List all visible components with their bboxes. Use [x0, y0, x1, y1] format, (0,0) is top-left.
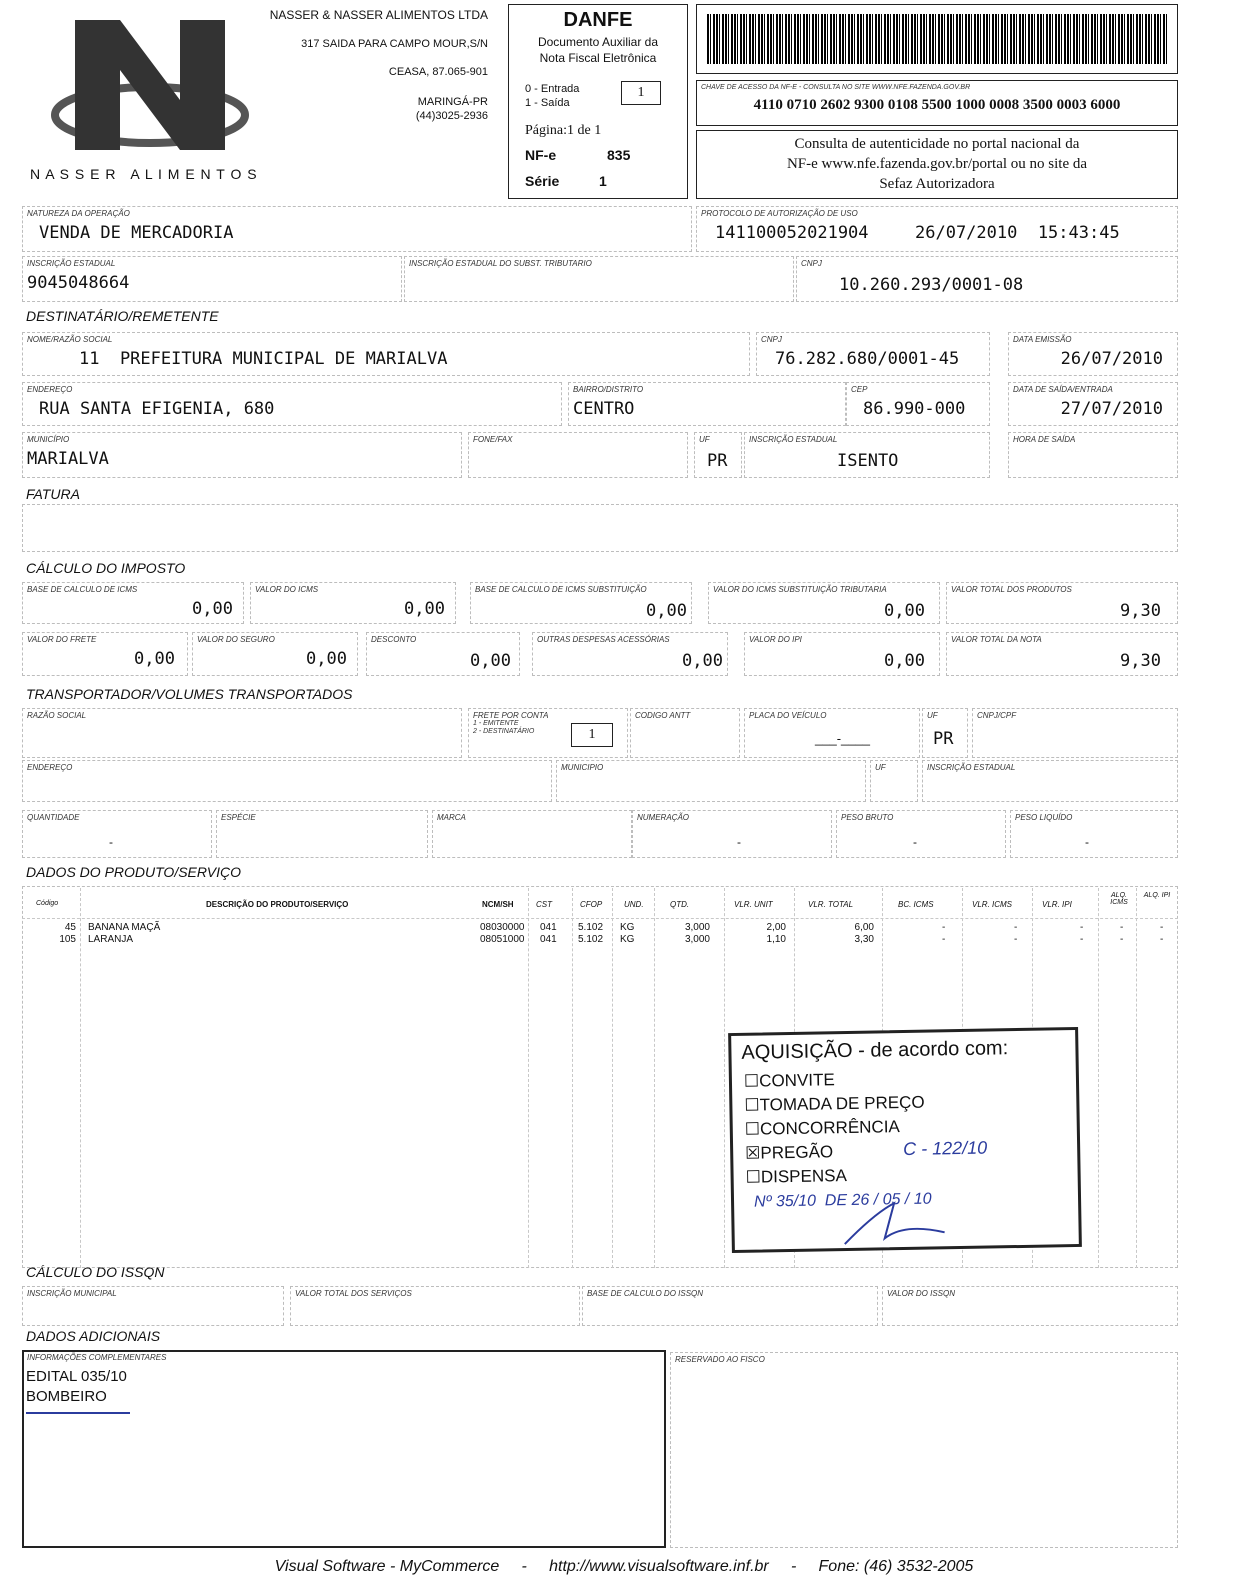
- dest-municipio-value: MARIALVA: [27, 449, 109, 469]
- field-label: CEP: [851, 385, 868, 394]
- transp-razao-field: [22, 708, 462, 758]
- table-row-cell: -: [1014, 934, 1018, 945]
- dest-saida-field: [1008, 382, 1178, 426]
- field-label: ENDEREÇO: [27, 385, 73, 394]
- transp-placa-field: [744, 708, 920, 758]
- dest-fone-field: [468, 432, 688, 478]
- col-header: ALQ. IPI: [1143, 892, 1171, 899]
- info-line: EDITAL 035/10: [26, 1368, 127, 1385]
- field-label: RAZÃO SOCIAL: [27, 711, 87, 720]
- nfe-number: 835: [607, 147, 631, 163]
- placa-value: ___-____: [815, 731, 870, 746]
- field-label: CNPJ: [761, 335, 782, 344]
- dest-nome-value: 11 PREFEITURA MUNICIPAL DE MARIALVA: [79, 349, 448, 369]
- numeracao-value: -: [737, 835, 741, 849]
- table-row-cell: -: [942, 934, 946, 945]
- field-label: NOME/RAZÃO SOCIAL: [27, 335, 113, 344]
- danfe-subtitle: Nota Fiscal Eletrônica: [539, 51, 657, 65]
- company-cep: CEASA, 87.065-901: [388, 66, 488, 78]
- reservado-fisco-box: [670, 1352, 1178, 1548]
- stamp-title: AQUISIÇÃO - de acordo com:: [741, 1037, 1009, 1064]
- field-label: VALOR DO ICMS: [255, 585, 319, 594]
- field-label: VALOR DO FRETE: [27, 635, 97, 644]
- section-produtos: DADOS DO PRODUTO/SERVIÇO: [26, 864, 241, 880]
- outras-value: 0,00: [682, 651, 723, 671]
- peso-bruto-value: -: [913, 835, 917, 849]
- field-label: MARCA: [437, 813, 466, 822]
- desconto-field: [366, 632, 520, 676]
- section-adicionais: DADOS ADICIONAIS: [26, 1328, 161, 1344]
- protocolo-field: [696, 206, 1178, 252]
- transp-peso-liquido-field: [1010, 810, 1178, 858]
- dest-ie-field: [744, 432, 990, 478]
- table-row-cell: 3,000: [684, 922, 710, 933]
- field-label: VALOR DO ISSQN: [887, 1289, 956, 1298]
- table-row-cell: 041: [540, 934, 557, 945]
- table-row-cell: -: [1160, 922, 1164, 933]
- field-label: INSCRIÇÃO ESTADUAL DO SUBST. TRIBUTARIO: [409, 259, 592, 268]
- table-row-cell: -: [1120, 922, 1124, 933]
- consult-line: Consulta de autenticidade no portal nacional da: [794, 136, 1080, 152]
- field-label: UF: [927, 711, 938, 720]
- consult-box: [696, 130, 1178, 199]
- table-row-cell: 5.102: [578, 922, 604, 933]
- dest-cep-field: [846, 382, 990, 426]
- col-header: CST: [536, 900, 552, 909]
- dest-uf-field: [694, 432, 742, 478]
- total-produtos-field: [946, 582, 1178, 624]
- field-label: OUTRAS DESPESAS ACESSÓRIAS: [537, 635, 670, 644]
- info-line: BOMBEIRO: [26, 1388, 107, 1405]
- bcst-field: [470, 582, 692, 624]
- icms-field: [250, 582, 456, 624]
- total-produtos-value: 9,30: [1120, 601, 1161, 621]
- company-city: MARINGÁ-PR: [417, 96, 488, 108]
- icmsst-value: 0,00: [884, 601, 925, 621]
- field-label: CNPJ/CPF: [977, 711, 1017, 720]
- field-label: PROTOCOLO DE AUTORIZAÇÃO DE USO: [701, 209, 858, 218]
- issqn-vts-field: [290, 1286, 580, 1326]
- table-row-cell: LARANJA: [88, 934, 134, 945]
- field-label: BAIRRO/DISTRITO: [573, 385, 644, 394]
- signature: [834, 1192, 955, 1254]
- desconto-value: 0,00: [470, 651, 511, 671]
- access-key-label: CHAVE DE ACESSO DA NF-E - CONSULTA NO SITE WWW.NFE.FAZENDA.GOV.BR: [701, 84, 971, 91]
- section-imposto: CÁLCULO DO IMPOSTO: [26, 560, 186, 576]
- field-label: INFORMAÇÕES COMPLEMENTARES: [27, 1353, 167, 1362]
- dest-endereco-value: RUA SANTA EFIGENIA, 680: [39, 399, 275, 419]
- table-row-cell: 45: [64, 922, 76, 933]
- consult-line: Sefaz Autorizadora: [879, 176, 995, 192]
- info-complementares-box: [22, 1350, 666, 1548]
- table-row-cell: 2,00: [766, 922, 786, 933]
- dest-nome-field: [22, 332, 750, 376]
- table-row-cell: -: [1160, 934, 1164, 945]
- transp-especie-field: [216, 810, 428, 858]
- field-label: ENDEREÇO: [27, 763, 73, 772]
- serie-label: Série: [525, 173, 560, 189]
- field-label: CODIGO ANTT: [635, 711, 691, 720]
- field-label: VALOR TOTAL DOS PRODUTOS: [951, 585, 1072, 594]
- natureza-value: VENDA DE MERCADORIA: [39, 223, 234, 243]
- danfe-subtitle: Documento Auxiliar da: [537, 35, 659, 49]
- transp-cnpj-field: [972, 708, 1178, 758]
- transp-marca-field: [432, 810, 632, 858]
- dest-cep-value: 86.990-000: [863, 399, 966, 419]
- icms-value: 0,00: [404, 599, 445, 619]
- field-label: BASE DE CALCULO DE ICMS SUBSTITUIÇÃO: [475, 585, 647, 594]
- danfe-box: [508, 4, 688, 199]
- protocolo-value: 141100052021904: [715, 223, 869, 243]
- section-destinatario: DESTINATÁRIO/REMETENTE: [26, 308, 219, 324]
- access-key: 4110 0710 2602 9300 0108 5500 1000 0008 3500 0003 6000: [753, 97, 1121, 113]
- field-label: DATA DE SAÍDA/ENTRADA: [1013, 385, 1113, 394]
- company-phone: (44)3025-2936: [415, 110, 488, 122]
- field-label: VALOR DO IPI: [749, 635, 802, 644]
- qtd-value: -: [109, 835, 113, 849]
- field-label: PLACA DO VEÍCULO: [749, 711, 827, 720]
- table-row-cell: 3,000: [684, 934, 710, 945]
- company-brand: N A S S E R A L I M E N T O S: [30, 166, 258, 182]
- dest-bairro-field: [568, 382, 846, 426]
- bc-icms-field: [22, 582, 244, 624]
- table-row-cell: 105: [59, 934, 76, 945]
- stamp-option: ☐CONVITE: [743, 1070, 835, 1091]
- dest-uf-value: PR: [707, 451, 728, 471]
- barcode-box: [696, 4, 1178, 74]
- tipo-entrada: 0 - Entrada: [525, 83, 580, 95]
- field-label: NUMERAÇÃO: [637, 813, 690, 822]
- stamp-option: ☐TOMADA DE PREÇO: [744, 1092, 925, 1115]
- stamp-option-label: CONCORRÊNCIA: [759, 1117, 900, 1139]
- field-label: QUANTIDADE: [27, 813, 80, 822]
- field-label: RESERVADO AO FISCO: [675, 1355, 765, 1364]
- danfe-title: DANFE: [563, 9, 633, 31]
- field-label: MUNICIPIO: [561, 763, 604, 772]
- field-label: 1 - EMITENTE: [473, 720, 519, 727]
- consult-line: NF-e www.nfe.fazenda.gov.br/portal ou no site da: [786, 156, 1088, 172]
- transp-qtd-field: [22, 810, 212, 858]
- transp-numeracao-field: [632, 810, 832, 858]
- field-label: PESO BRUTO: [841, 813, 894, 822]
- cnpj-field: [796, 256, 1178, 302]
- peso-liquido-value: -: [1085, 835, 1089, 849]
- field-label: INSCRIÇÃO MUNICIPAL: [27, 1289, 117, 1298]
- ipi-value: 0,00: [884, 651, 925, 671]
- stamp-option-label: TOMADA DE PREÇO: [759, 1092, 925, 1115]
- frete-field: [22, 632, 188, 676]
- transp-uf-value: PR: [933, 729, 954, 749]
- frete-value: 0,00: [134, 649, 175, 669]
- company-name: NASSER & NASSER ALIMENTOS LTDA: [269, 8, 488, 22]
- transp-antt-field: [630, 708, 740, 758]
- field-label: MUNICÍPIO: [27, 435, 70, 444]
- transp-municipio-field: [556, 760, 866, 802]
- company-logo: [40, 20, 250, 155]
- col-header: UND.: [624, 900, 644, 909]
- field-label: VALOR TOTAL DA NOTA: [951, 635, 1042, 644]
- table-row-cell: -: [942, 922, 946, 933]
- field-label: DATA EMISSÃO: [1013, 335, 1072, 344]
- field-label: VALOR DO SEGURO: [197, 635, 275, 644]
- field-label: 2 - DESTINATÁRIO: [473, 728, 535, 735]
- stamp-handwritten-ref: C - 122/10: [902, 1137, 988, 1160]
- table-row-cell: 08030000: [480, 922, 525, 933]
- table-row-cell: 1,10: [766, 934, 786, 945]
- dest-endereco-field: [22, 382, 562, 426]
- pagina: Página:1 de 1: [525, 123, 602, 138]
- dest-emissao-value: 26/07/2010: [1060, 349, 1163, 369]
- dest-hora-field: [1008, 432, 1178, 478]
- section-fatura: FATURA: [26, 486, 80, 502]
- field-label: HORA DE SAÍDA: [1013, 435, 1076, 444]
- field-label: NATUREZA DA OPERAÇÃO: [27, 209, 130, 218]
- seguro-field: [192, 632, 358, 676]
- transp-uf2-field: [870, 760, 918, 802]
- table-row-cell: 041: [540, 922, 557, 933]
- stamp-option: ☐CONCORRÊNCIA: [744, 1117, 900, 1139]
- field-label: DESCONTO: [371, 635, 417, 644]
- issqn-im-field: [22, 1286, 284, 1326]
- dest-ie-value: ISENTO: [837, 451, 899, 471]
- field-label: VALOR TOTAL DOS SERVIÇOS: [295, 1289, 412, 1298]
- table-row-cell: KG: [620, 934, 635, 945]
- stamp-option: ☐DISPENSA: [745, 1166, 848, 1187]
- col-header: QTD.: [670, 900, 690, 909]
- table-row-cell: BANANA MAÇÃ: [88, 922, 161, 933]
- dest-emissao-field: [1008, 332, 1178, 376]
- stamp-option-label: PREGÃO: [760, 1142, 834, 1163]
- table-row-cell: -: [1080, 934, 1084, 945]
- dest-bairro-value: CENTRO: [573, 399, 635, 419]
- dest-cnpj-field: [756, 332, 990, 376]
- field-label: ESPÉCIE: [221, 813, 256, 822]
- ie-field: [22, 256, 402, 302]
- bc-icms-value: 0,00: [192, 599, 233, 619]
- stamp-handwritten-num: Nº 35/10 DE 26 / 05 / 10: [753, 1190, 932, 1211]
- handwritten-underline: [26, 1412, 130, 1414]
- nfe-label: NF-e: [525, 147, 557, 163]
- table-row-cell: 5.102: [578, 934, 604, 945]
- table-row-cell: 3,30: [854, 934, 874, 945]
- seguro-value: 0,00: [306, 649, 347, 669]
- col-header: ALQ. ICMS: [1110, 892, 1128, 906]
- col-header: BC. ICMS: [898, 900, 934, 909]
- field-label: FONE/FAX: [473, 435, 513, 444]
- col-header: VLR. TOTAL: [808, 900, 854, 909]
- transp-uf-field: [922, 708, 968, 758]
- icmsst-field: [708, 582, 940, 624]
- col-header: CFOP: [580, 900, 603, 909]
- field-label: INSCRIÇÃO ESTADUAL: [27, 259, 116, 268]
- table-row-cell: 08051000: [480, 934, 525, 945]
- field-label: UF: [699, 435, 710, 444]
- protocolo-datetime: 26/07/2010 15:43:45: [915, 223, 1120, 243]
- acquisition-stamp: [728, 1027, 1082, 1253]
- issqn-valor-field: [882, 1286, 1178, 1326]
- section-transportador: TRANSPORTADOR/VOLUMES TRANSPORTADOS: [26, 686, 353, 702]
- dest-municipio-field: [22, 432, 462, 478]
- dest-cnpj-value: 76.282.680/0001-45: [775, 349, 960, 369]
- field-label: INSCRIÇÃO ESTADUAL: [927, 763, 1016, 772]
- table-row-cell: 6,00: [854, 922, 874, 933]
- total-nota-value: 9,30: [1120, 651, 1161, 671]
- footer-text: Visual Software - MyCommerce - http://www.visualsoftware.inf.br - Fone: (46) 3532-2005: [274, 1558, 974, 1575]
- bcst-value: 0,00: [646, 601, 687, 621]
- field-label: BASE DE CALCULO DE ICMS: [27, 585, 138, 594]
- frete-conta-value: 1: [571, 723, 613, 747]
- table-row-cell: KG: [620, 922, 635, 933]
- field-label: BASE DE CALCULO DO ISSQN: [587, 1289, 704, 1298]
- field-label: PESO LIQUÍDO: [1015, 813, 1073, 822]
- transp-frete-field: [468, 708, 628, 758]
- barcode: [707, 14, 1167, 64]
- total-nota-field: [946, 632, 1178, 676]
- field-label: VALOR DO ICMS SUBSTITUIÇÃO TRIBUTARIA: [713, 585, 887, 594]
- natureza-field: [22, 206, 692, 252]
- tipo-value: 1: [621, 81, 661, 105]
- col-header: DESCRIÇÃO DO PRODUTO/SERVIÇO: [206, 900, 349, 909]
- transp-peso-bruto-field: [836, 810, 1006, 858]
- cnpj-value: 10.260.293/0001-08: [839, 275, 1024, 295]
- dest-saida-value: 27/07/2010: [1060, 399, 1163, 419]
- field-label: CNPJ: [801, 259, 822, 268]
- company-address: 317 SAIDA PARA CAMPO MOUR,S/N: [301, 38, 488, 50]
- outras-field: [532, 632, 728, 676]
- iest-field: [404, 256, 794, 302]
- serie-number: 1: [599, 173, 607, 189]
- transp-endereco-field: [22, 760, 552, 802]
- table-row-cell: -: [1080, 922, 1084, 933]
- issqn-bc-field: [582, 1286, 878, 1326]
- ie-value: 9045048664: [27, 273, 130, 293]
- col-header: VLR. IPI: [1042, 900, 1072, 909]
- section-issqn: CÁLCULO DO ISSQN: [26, 1264, 165, 1280]
- access-key-box: [696, 80, 1178, 126]
- table-row-cell: -: [1120, 934, 1124, 945]
- col-header: VLR. ICMS: [972, 900, 1013, 909]
- field-label: INSCRIÇÃO ESTADUAL: [749, 435, 838, 444]
- fatura-box: [22, 504, 1178, 552]
- tipo-saida: 1 - Saída: [525, 97, 570, 109]
- table-row-cell: -: [1014, 922, 1018, 933]
- ipi-field: [744, 632, 940, 676]
- col-header: NCM/SH: [482, 900, 514, 909]
- col-header: Código: [36, 900, 59, 907]
- col-header: VLR. UNIT: [734, 900, 773, 909]
- field-label: FRETE POR CONTA: [473, 711, 549, 720]
- stamp-option: ☒PREGÃO: [745, 1142, 834, 1163]
- field-label: UF: [875, 763, 886, 772]
- stamp-option-label: DISPENSA: [760, 1166, 848, 1187]
- stamp-option-label: CONVITE: [759, 1070, 835, 1091]
- transp-ie-field: [922, 760, 1178, 802]
